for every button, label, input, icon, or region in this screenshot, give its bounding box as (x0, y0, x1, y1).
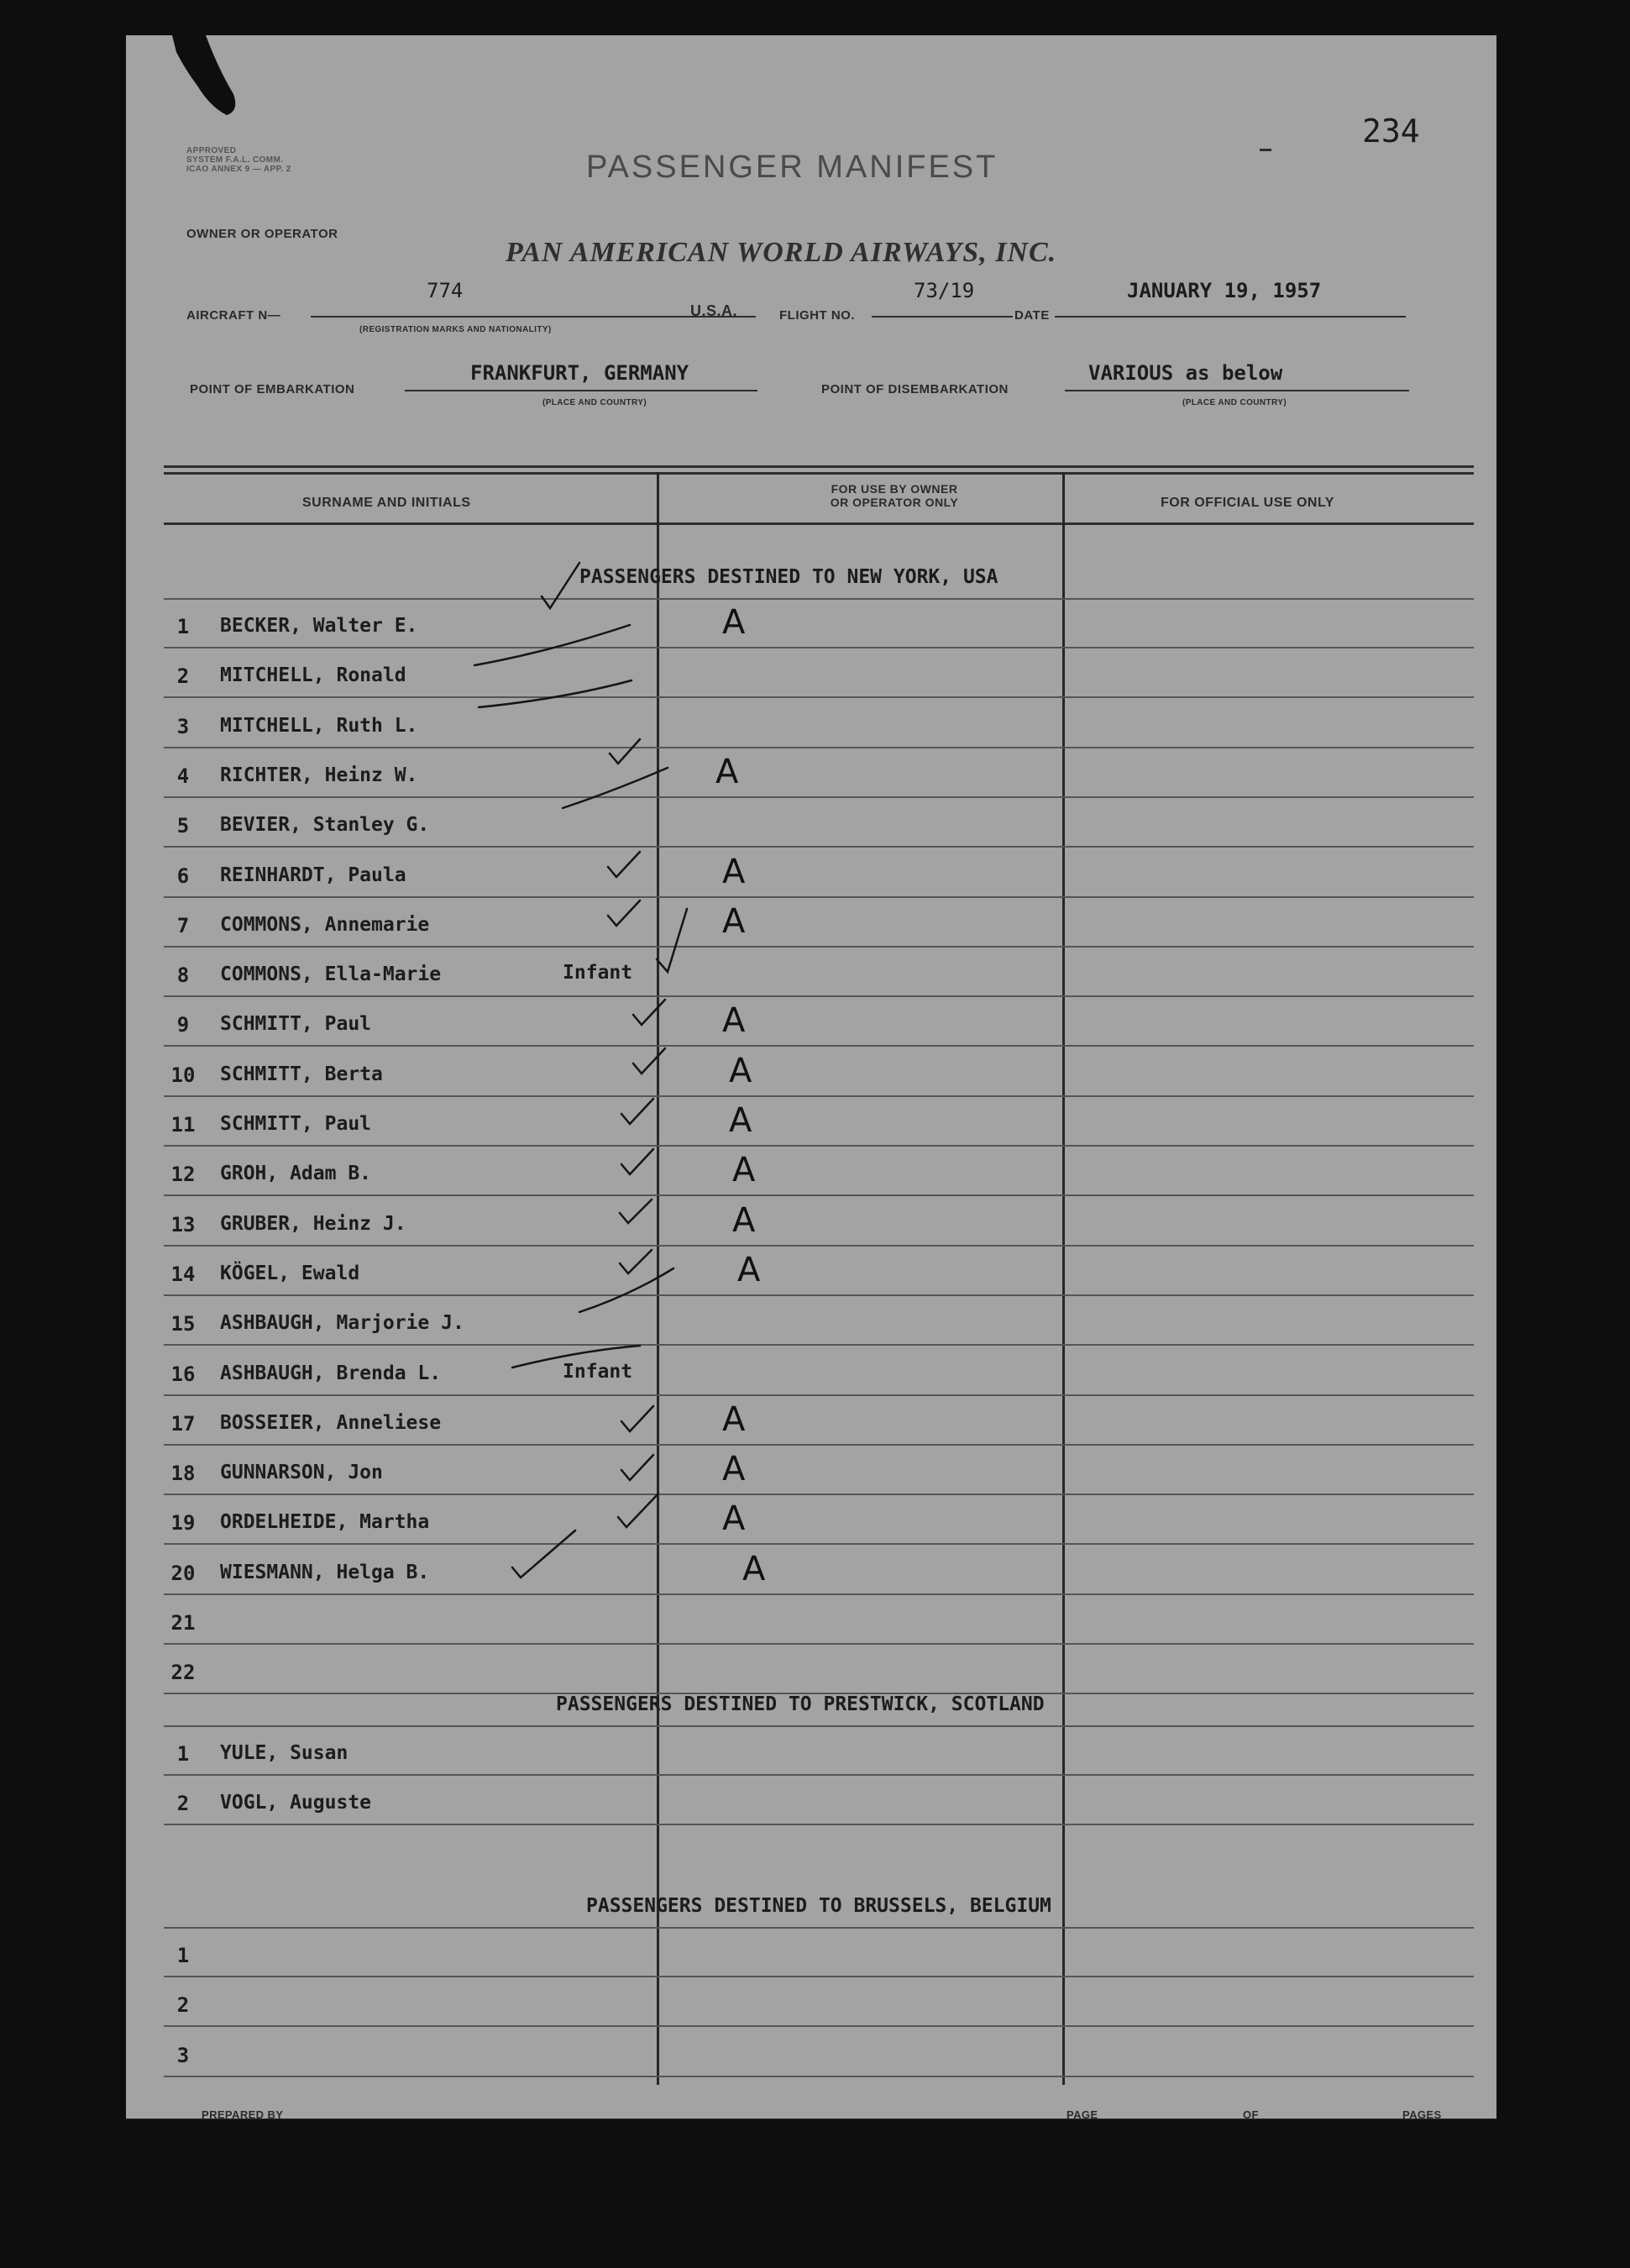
col-official-header: FOR OFFICIAL USE ONLY (1161, 496, 1334, 510)
passenger-number: 1 (176, 1944, 190, 1967)
owner-label: OWNER OR OPERATOR (186, 227, 338, 241)
passenger-name: WIESMANN, Helga B. (220, 1561, 430, 1583)
handwritten-mark: A (729, 1051, 752, 1090)
passenger-name: BEVIER, Stanley G. (220, 814, 430, 837)
passenger-number: 14 (170, 1262, 196, 1286)
page-number: 234 (1362, 113, 1420, 150)
check-mark (608, 900, 640, 926)
check-mark (621, 1455, 653, 1480)
handwritten-mark: A (722, 1399, 746, 1439)
of-label: OF (1243, 2108, 1259, 2121)
handwritten-mark: A (722, 901, 746, 941)
passenger-number: 3 (176, 2043, 190, 2067)
check-mark (512, 1530, 575, 1578)
embarkation-label: POINT OF EMBARKATION (190, 382, 355, 396)
approval-line: SYSTEM F.A.L. COMM. (186, 155, 284, 165)
check-mark (618, 1494, 658, 1527)
passenger-number: 4 (176, 764, 190, 788)
aircraft-value: 774 (427, 279, 464, 302)
handwritten-mark: A (732, 1151, 756, 1190)
passenger-number: 21 (170, 1611, 196, 1635)
handwritten-mark: A (729, 1101, 752, 1140)
passenger-name: RICHTER, Heinz W. (220, 764, 418, 786)
strike-line (579, 1268, 673, 1312)
passenger-name: BECKER, Walter E. (220, 615, 418, 637)
approval-line: APPROVED (186, 146, 237, 155)
passenger-name: COMMONS, Ella-Marie (220, 963, 442, 986)
check-mark (621, 1149, 653, 1174)
passenger-name: KÖGEL, Ewald (220, 1262, 360, 1284)
passenger-name: ASHBAUGH, Marjorie J. (220, 1312, 464, 1335)
col-surname-header: SURNAME AND INITIALS (302, 496, 471, 510)
passenger-name: GRUBER, Heinz J. (220, 1212, 406, 1235)
page-label: PAGE (1067, 2108, 1098, 2121)
passenger-name: ASHBAUGH, Brenda L. (220, 1362, 442, 1384)
handwritten-mark: A (722, 852, 746, 891)
passenger-name: SCHMITT, Berta (220, 1063, 383, 1085)
handwritten-mark: A (722, 1499, 746, 1539)
passenger-name: ORDELHEIDE, Martha (220, 1511, 430, 1534)
passenger-number: 3 (176, 714, 190, 738)
check-mark (608, 852, 640, 877)
passenger-number: 11 (170, 1113, 196, 1137)
handwritten-mark: A (737, 1250, 761, 1289)
footer-edge (126, 2118, 1496, 2119)
passenger-number: 6 (176, 864, 190, 888)
check-mark (620, 1250, 652, 1273)
flight-no-label: FLIGHT NO. (779, 308, 855, 323)
check-mark (620, 1200, 652, 1223)
handwritten-mark: A (715, 752, 739, 791)
passenger-number: 2 (176, 1792, 190, 1816)
usa-label: U.S.A. (690, 302, 738, 319)
strike-line (474, 625, 630, 665)
passenger-number: 19 (170, 1511, 196, 1536)
registration-note: (REGISTRATION MARKS AND NATIONALITY) (359, 325, 552, 334)
passenger-note: Infant (563, 962, 633, 984)
pages-label: PAGES (1402, 2108, 1442, 2121)
passenger-number: 18 (170, 1462, 196, 1486)
strike-line (479, 680, 632, 707)
passenger-name: BOSSEIER, Anneliese (220, 1411, 442, 1434)
passenger-name: SCHMITT, Paul (220, 1113, 372, 1135)
passenger-name: VOGL, Auguste (220, 1792, 372, 1814)
date-value: JANUARY 19, 1957 (1127, 279, 1322, 302)
handwritten-mark: A (722, 603, 746, 642)
passenger-number: 20 (170, 1561, 196, 1585)
passenger-number: 13 (170, 1212, 196, 1236)
flight-no-value: 73/19 (914, 279, 975, 302)
section-title: PASSENGERS DESTINED TO BRUSSELS, BELGIUM (586, 1895, 1051, 1917)
manifest-sheet (126, 35, 1496, 2121)
passenger-note: Infant (563, 1360, 633, 1383)
passenger-name: MITCHELL, Ronald (220, 664, 406, 687)
form-title: PASSENGER MANIFEST (586, 150, 998, 185)
handwritten-mark: A (742, 1549, 766, 1588)
date-label: DATE (1014, 308, 1050, 323)
col-owner-use-line: OR OPERATOR ONLY (830, 496, 959, 509)
passenger-number: 10 (170, 1063, 196, 1087)
passenger-number: 1 (176, 615, 190, 638)
strike-line (512, 1346, 640, 1368)
aircraft-label: AIRCRAFT N— (186, 308, 281, 323)
handwritten-marks (126, 35, 1496, 2118)
passenger-name: COMMONS, Annemarie (220, 913, 430, 936)
passenger-number: 15 (170, 1312, 196, 1336)
section-title: PASSENGERS DESTINED TO NEW YORK, USA (579, 566, 998, 588)
strike-line (563, 768, 668, 808)
passenger-number: 9 (176, 1013, 190, 1037)
passenger-number: 2 (176, 664, 190, 689)
owner-value: PAN AMERICAN WORLD AIRWAYS, INC. (506, 237, 1057, 268)
passenger-name: GROH, Adam B. (220, 1163, 372, 1185)
passenger-number: 17 (170, 1411, 196, 1436)
prepared-by-label: PREPARED BY (202, 2108, 284, 2121)
passenger-number: 1 (176, 1742, 190, 1766)
passenger-number: 16 (170, 1362, 196, 1386)
disembarkation-value: VARIOUS as below (1088, 361, 1283, 385)
passenger-name: YULE, Susan (220, 1742, 349, 1764)
check-mark (621, 1406, 653, 1431)
passenger-number: 8 (176, 963, 190, 988)
handwritten-mark: A (722, 1450, 746, 1489)
passenger-name: SCHMITT, Paul (220, 1013, 372, 1036)
passenger-number: 7 (176, 913, 190, 937)
check-mark (621, 1099, 653, 1124)
passenger-number: 5 (176, 814, 190, 838)
handwritten-mark: A (722, 1001, 746, 1041)
check-mark (542, 563, 579, 608)
check-mark (610, 739, 640, 764)
section-title: PASSENGERS DESTINED TO PRESTWICK, SCOTLAND (556, 1693, 1045, 1715)
check-mark (633, 1000, 665, 1025)
disembarkation-label: POINT OF DISEMBARKATION (821, 382, 1009, 396)
passenger-name: GUNNARSON, Jon (220, 1462, 383, 1484)
col-owner-use-line: FOR USE BY OWNER (831, 482, 958, 496)
embarkation-value: FRANKFURT, GERMANY (470, 361, 689, 385)
passenger-number: 12 (170, 1163, 196, 1187)
check-mark (633, 1048, 665, 1074)
approval-line: ICAO ANNEX 9 — APP. 2 (186, 165, 291, 174)
disembarkation-place-note: (PLACE AND COUNTRY) (1182, 398, 1287, 407)
handwritten-mark: A (732, 1200, 756, 1240)
passenger-number: 22 (170, 1661, 196, 1685)
passenger-name: REINHARDT, Paula (220, 864, 406, 886)
embarkation-place-note: (PLACE AND COUNTRY) (542, 398, 647, 407)
passenger-number: 2 (176, 1993, 190, 2018)
passenger-name: MITCHELL, Ruth L. (220, 714, 418, 737)
check-mark (657, 909, 687, 972)
